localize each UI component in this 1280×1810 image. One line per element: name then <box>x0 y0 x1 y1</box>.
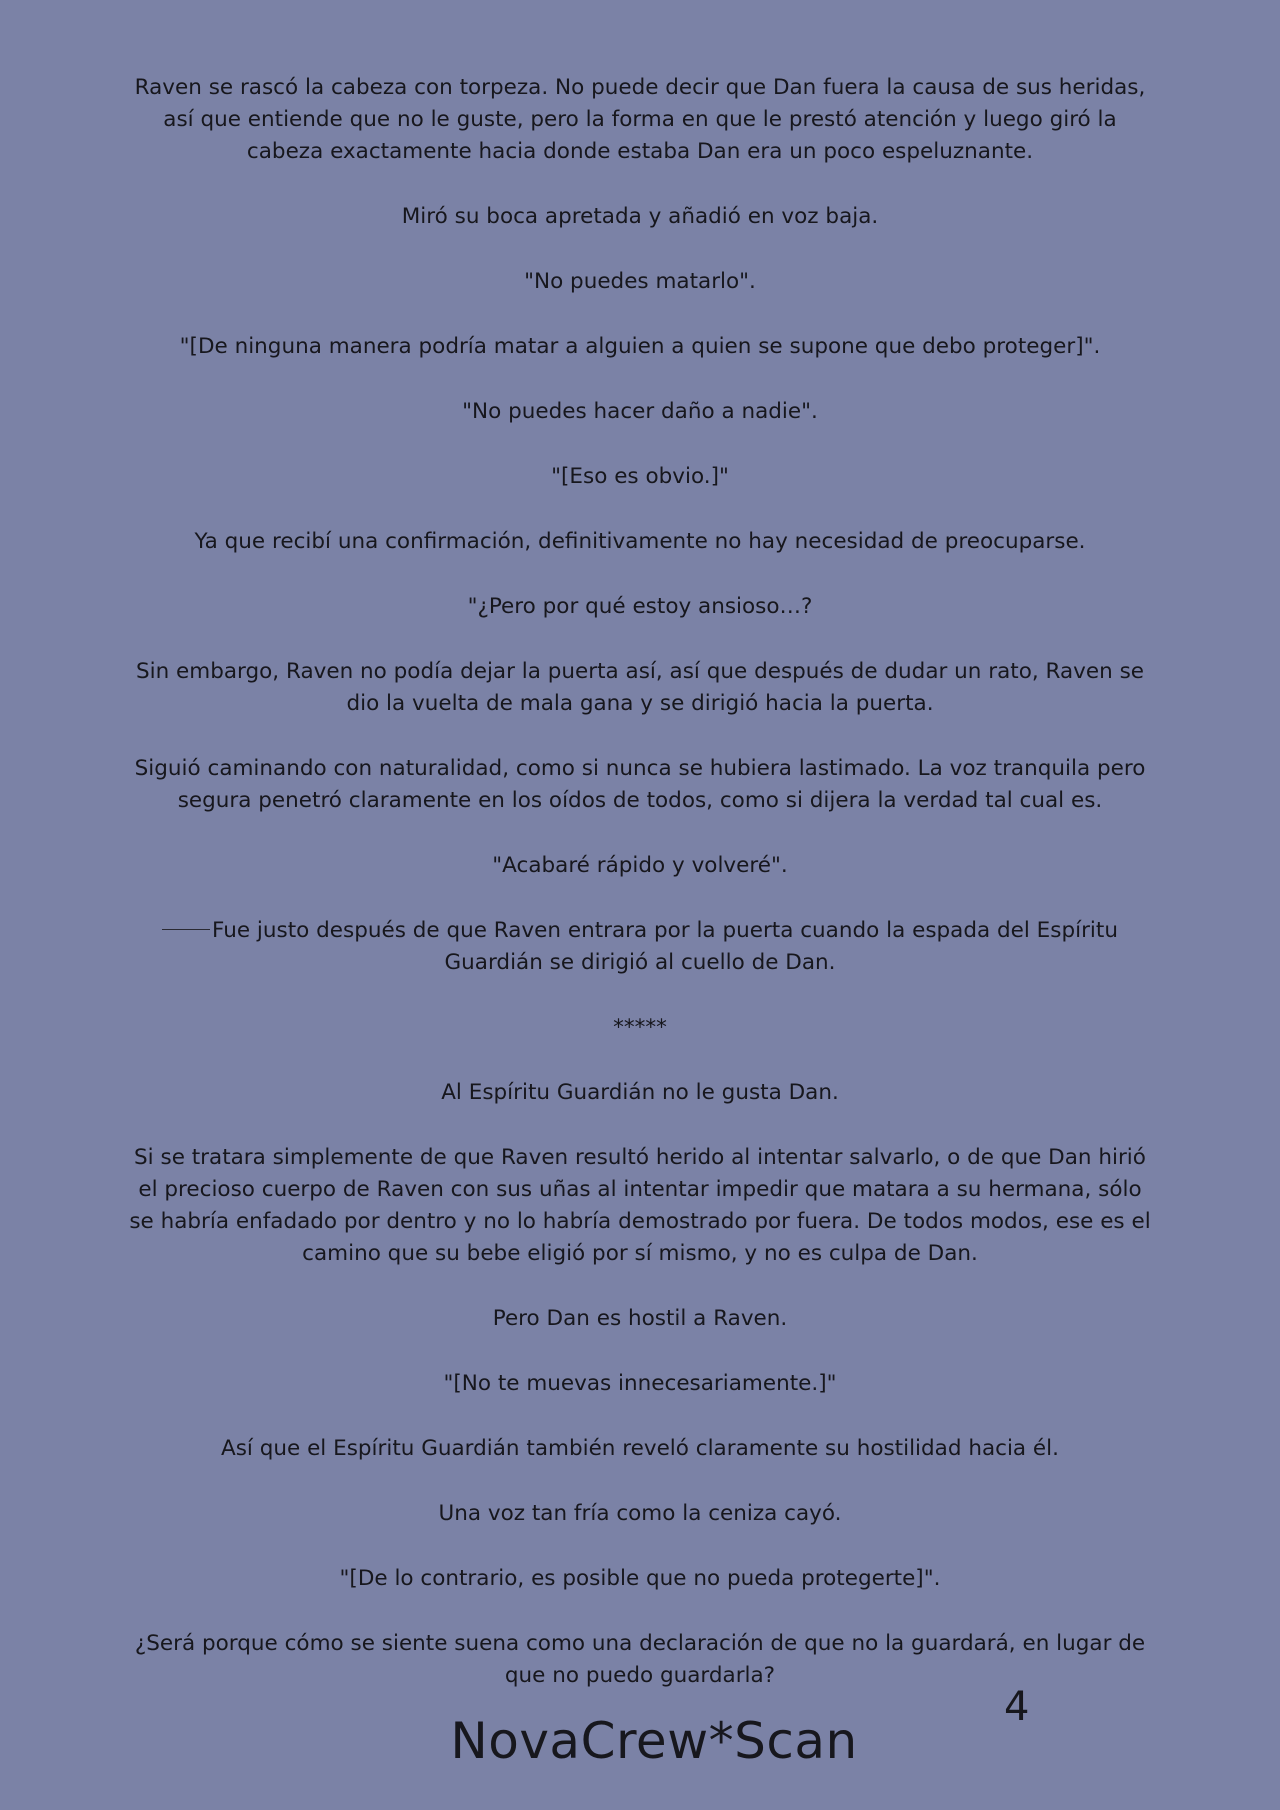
paragraph-15: Si se tratara simplemente de que Raven resultó herido al intentar salvarlo, o de que Dan hirió el precioso cuerpo de Raven con sus uñas al intentar impedir que matara a su hermana, sólo se habría enfadado por dentro y no lo habría demostrado por fuera. De todos modos, ese es el camino que su bebe eligió por sí mismo, y no es culpa de Dan. <box>129 1145 1151 1266</box>
em-dash-line <box>162 929 210 930</box>
paragraph-2: Miró su boca apretada y añadió en voz baja. <box>401 204 879 229</box>
page-number: 4 <box>1004 1684 1030 1730</box>
paragraph-8: "¿Pero por qué estoy ansioso…? <box>467 594 813 619</box>
paragraph-19: Una voz tan fría como la ceniza cayó. <box>438 1501 842 1526</box>
paragraph-10: Siguió caminando con naturalidad, como si nunca se hubiera lastimado. La voz tranquila pero segura penetró claramente en los oídos de todos, como si dijera la verdad tal cual es. <box>134 756 1146 813</box>
paragraph-21: ¿Será porque cómo se siente suena como una declaración de que no la guardará, en lugar de que no puedo guardarla? <box>134 1631 1146 1688</box>
paragraph-14: Al Espíritu Guardián no le gusta Dan. <box>441 1080 839 1105</box>
paragraph-4: "[De ninguna manera podría matar a alguien a quien se supone que debo proteger]". <box>179 334 1101 359</box>
paragraph-11: "Acabaré rápido y volveré". <box>492 853 788 878</box>
paragraph-6: "[Eso es obvio.]" <box>551 464 729 489</box>
paragraph-18: Así que el Espíritu Guardián también reveló claramente su hostilidad hacia él. <box>221 1436 1059 1461</box>
story-text <box>125 72 1155 1725</box>
paragraph-7: Ya que recibí una confirmación, definitivamente no hay necesidad de preocuparse. <box>194 529 1086 554</box>
paragraph-1: Raven se rascó la cabeza con torpeza. No puede decir que Dan fuera la causa de sus heridas, así que entiende que no le guste, pero la forma en que le prestó atención y luego giró la cabeza exactamente hacia donde estaba Dan era un poco espeluznante. <box>134 75 1146 164</box>
scanlation-watermark: NovaCrew*Scan <box>450 1712 858 1770</box>
paragraph-5: "No puedes hacer daño a nadie". <box>462 399 818 424</box>
paragraph-17: "[No te muevas innecesariamente.]" <box>443 1371 837 1396</box>
scene-separator: ***** <box>613 1015 667 1040</box>
paragraph-12 <box>125 915 1155 979</box>
paragraph-3: "No puedes matarlo". <box>524 269 756 294</box>
paragraph-20: "[De lo contrario, es posible que no pueda protegerte]". <box>339 1566 941 1591</box>
paragraph-9: Sin embargo, Raven no podía dejar la puerta así, así que después de dudar un rato, Raven se dio la vuelta de mala gana y se dirigió hacia la puerta. <box>135 659 1145 716</box>
paragraph-16: Pero Dan es hostil a Raven. <box>492 1306 788 1331</box>
paragraph-12-text: Fue justo después de que Raven entrara por la puerta cuando la espada del Espíritu Guardián se dirigió al cuello de Dan. <box>212 918 1118 975</box>
